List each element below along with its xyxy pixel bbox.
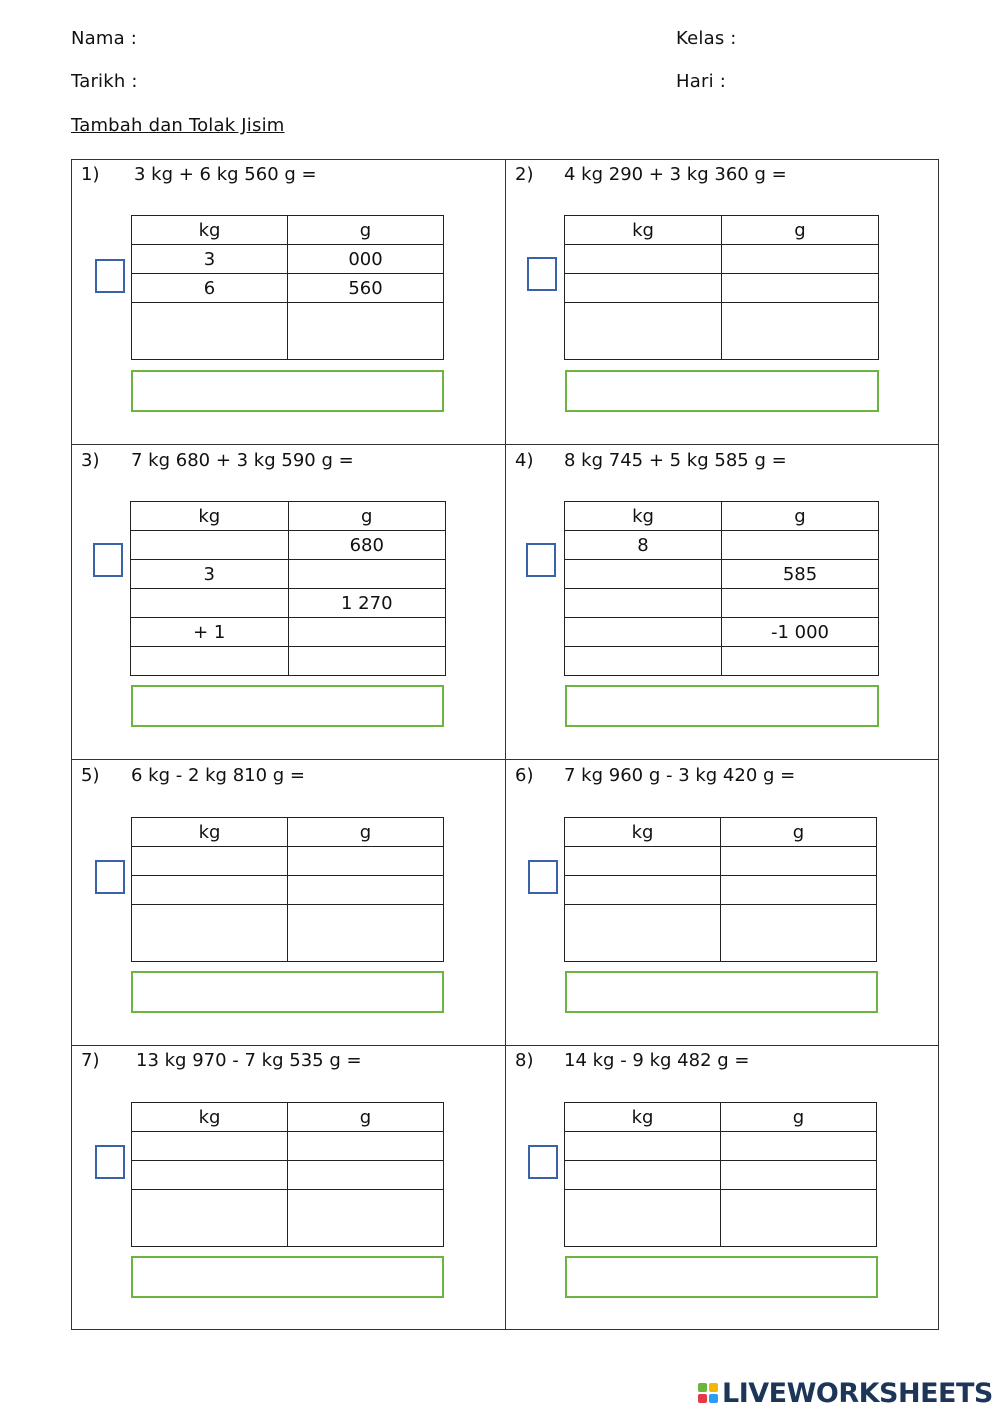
table-header-g: g xyxy=(288,502,446,531)
g-cell[interactable] xyxy=(721,905,877,962)
question-1-answer-box[interactable] xyxy=(95,259,125,293)
table-row xyxy=(565,647,879,676)
g-cell[interactable] xyxy=(288,618,446,647)
grid-divider-row-1 xyxy=(71,444,939,445)
kg-cell[interactable]: + 1 xyxy=(131,618,289,647)
kg-cell[interactable] xyxy=(565,1190,721,1247)
kg-cell[interactable] xyxy=(565,560,722,589)
kelas-label: Kelas : xyxy=(676,28,737,49)
table-header-kg: kg xyxy=(132,1103,288,1132)
table-row xyxy=(565,1190,877,1247)
question-3-result-input[interactable] xyxy=(131,685,444,727)
kg-cell[interactable] xyxy=(131,531,289,560)
table-header-kg: kg xyxy=(132,818,288,847)
question-8-kg-g-table xyxy=(564,1102,877,1247)
table-row xyxy=(132,245,444,274)
kg-cell[interactable] xyxy=(131,589,289,618)
question-5-result-input[interactable] xyxy=(131,971,444,1013)
table-header-g: g xyxy=(288,216,444,245)
question-2-kg-g-table xyxy=(564,215,879,360)
table-row xyxy=(565,847,877,876)
question-2-result-input[interactable] xyxy=(565,370,879,412)
kg-cell[interactable] xyxy=(132,847,288,876)
kg-cell[interactable] xyxy=(132,905,288,962)
table-row xyxy=(132,303,444,360)
table-row xyxy=(131,560,446,589)
g-cell[interactable] xyxy=(721,1190,877,1247)
logo-square-red xyxy=(698,1394,707,1403)
question-7-result-input[interactable] xyxy=(131,1256,444,1298)
grid-divider-row-2 xyxy=(71,759,939,760)
kg-cell[interactable] xyxy=(132,1132,288,1161)
kg-cell[interactable] xyxy=(131,647,289,676)
table-row xyxy=(131,647,446,676)
kg-cell[interactable]: 6 xyxy=(132,274,288,303)
grid-divider-vertical xyxy=(505,159,506,1330)
logo-square-blue xyxy=(709,1394,718,1403)
logo-square-green xyxy=(698,1383,707,1392)
kg-cell[interactable] xyxy=(132,1161,288,1190)
question-8-text: 14 kg - 9 kg 482 g = xyxy=(564,1050,750,1071)
table-header-g: g xyxy=(288,818,444,847)
question-8-result-input[interactable] xyxy=(565,1256,878,1298)
hari-label: Hari : xyxy=(676,71,726,92)
g-cell[interactable] xyxy=(288,847,444,876)
table-header-kg: kg xyxy=(132,216,288,245)
kg-cell[interactable] xyxy=(132,1190,288,1247)
table-row xyxy=(132,847,444,876)
table-row xyxy=(132,1132,444,1161)
table-header-g: g xyxy=(721,818,877,847)
g-cell[interactable]: 000 xyxy=(288,245,444,274)
g-cell[interactable]: 585 xyxy=(722,560,879,589)
table-row xyxy=(565,245,879,274)
question-4-text: 8 kg 745 + 5 kg 585 g = xyxy=(564,450,787,471)
g-cell[interactable] xyxy=(722,303,879,360)
g-cell[interactable] xyxy=(288,1132,444,1161)
logo-text: LIVEWORKSHEETS xyxy=(722,1377,993,1409)
g-cell[interactable] xyxy=(721,1132,877,1161)
table-header-kg: kg xyxy=(565,216,722,245)
question-4-result-input[interactable] xyxy=(565,685,879,727)
question-2-number: 2) xyxy=(515,164,534,185)
table-row xyxy=(131,531,446,560)
question-7-text: 13 kg 970 - 7 kg 535 g = xyxy=(136,1050,362,1071)
question-3-number: 3) xyxy=(81,450,100,471)
table-row xyxy=(565,905,877,962)
kg-cell[interactable] xyxy=(565,589,722,618)
question-2-answer-box[interactable] xyxy=(527,257,557,291)
question-1-number: 1) xyxy=(81,164,100,185)
table-header-kg: kg xyxy=(565,502,722,531)
table-header-g: g xyxy=(722,502,879,531)
table-row xyxy=(132,1190,444,1247)
table-row xyxy=(131,618,446,647)
table-row xyxy=(565,1161,877,1190)
kg-cell[interactable] xyxy=(565,274,722,303)
question-7-number: 7) xyxy=(81,1050,100,1071)
question-1-kg-g-table xyxy=(131,215,444,360)
table-header-g: g xyxy=(721,1103,877,1132)
g-cell[interactable] xyxy=(288,1190,444,1247)
g-cell[interactable]: 560 xyxy=(288,274,444,303)
question-5-text: 6 kg - 2 kg 810 g = xyxy=(131,765,306,786)
question-6-kg-g-table xyxy=(564,817,877,962)
question-5-kg-g-table xyxy=(131,817,444,962)
g-cell[interactable] xyxy=(288,905,444,962)
g-cell[interactable] xyxy=(721,847,877,876)
table-header-kg: kg xyxy=(131,502,289,531)
table-row xyxy=(132,274,444,303)
kg-cell[interactable] xyxy=(565,905,721,962)
table-row xyxy=(565,531,879,560)
question-4-kg-g-table xyxy=(564,501,879,676)
g-cell[interactable]: 1 270 xyxy=(288,589,446,618)
table-row xyxy=(565,1132,877,1161)
question-3-answer-box[interactable] xyxy=(93,543,123,577)
question-8-answer-box[interactable] xyxy=(528,1145,558,1179)
g-cell[interactable] xyxy=(288,876,444,905)
table-row xyxy=(565,876,877,905)
kg-cell[interactable] xyxy=(565,1132,721,1161)
kg-cell[interactable]: 3 xyxy=(132,245,288,274)
question-6-text: 7 kg 960 g - 3 kg 420 g = xyxy=(564,765,796,786)
question-1-text: 3 kg + 6 kg 560 g = xyxy=(134,164,317,185)
question-5-number: 5) xyxy=(81,765,100,786)
table-header-g: g xyxy=(722,216,879,245)
question-1-result-input[interactable] xyxy=(131,370,444,412)
question-7-kg-g-table xyxy=(131,1102,444,1247)
g-cell[interactable] xyxy=(288,303,444,360)
liveworksheets-logo xyxy=(698,1378,993,1408)
g-cell[interactable] xyxy=(288,560,446,589)
kg-cell[interactable]: 8 xyxy=(565,531,722,560)
table-row xyxy=(565,560,879,589)
table-row xyxy=(132,905,444,962)
g-cell[interactable] xyxy=(722,531,879,560)
kg-cell[interactable] xyxy=(565,618,722,647)
kg-cell[interactable] xyxy=(565,245,722,274)
liveworksheets-logo-icon xyxy=(698,1383,718,1403)
g-cell[interactable] xyxy=(722,245,879,274)
g-cell[interactable] xyxy=(722,647,879,676)
kg-cell[interactable] xyxy=(565,647,722,676)
kg-cell[interactable] xyxy=(132,303,288,360)
table-row xyxy=(132,1161,444,1190)
table-row xyxy=(132,876,444,905)
g-cell[interactable]: 680 xyxy=(288,531,446,560)
worksheet-title: Tambah dan Tolak Jisim xyxy=(71,115,285,136)
kg-cell[interactable] xyxy=(565,847,721,876)
question-3-kg-g-table xyxy=(130,501,446,676)
g-cell[interactable] xyxy=(721,876,877,905)
table-row xyxy=(565,303,879,360)
g-cell[interactable] xyxy=(721,1161,877,1190)
nama-label: Nama : xyxy=(71,28,138,49)
kg-cell[interactable] xyxy=(132,876,288,905)
question-6-number: 6) xyxy=(515,765,534,786)
question-6-answer-box[interactable] xyxy=(528,860,558,894)
question-8-number: 8) xyxy=(515,1050,534,1071)
grid-divider-row-3 xyxy=(71,1045,939,1046)
table-header-kg: kg xyxy=(565,818,721,847)
question-3-text: 7 kg 680 + 3 kg 590 g = xyxy=(131,450,354,471)
g-cell[interactable] xyxy=(288,1161,444,1190)
question-6-result-input[interactable] xyxy=(565,971,878,1013)
table-row xyxy=(565,589,879,618)
tarikh-label: Tarikh : xyxy=(71,71,138,92)
table-row xyxy=(565,274,879,303)
logo-square-yellow xyxy=(709,1383,718,1392)
kg-cell[interactable] xyxy=(565,1161,721,1190)
question-4-answer-box[interactable] xyxy=(526,543,556,577)
kg-cell[interactable] xyxy=(565,876,721,905)
g-cell[interactable] xyxy=(722,274,879,303)
question-5-answer-box[interactable] xyxy=(95,860,125,894)
g-cell[interactable] xyxy=(288,647,446,676)
question-7-answer-box[interactable] xyxy=(95,1145,125,1179)
table-row xyxy=(565,618,879,647)
table-row xyxy=(131,589,446,618)
question-2-text: 4 kg 290 + 3 kg 360 g = xyxy=(564,164,787,185)
table-header-g: g xyxy=(288,1103,444,1132)
g-cell[interactable]: -1 000 xyxy=(722,618,879,647)
table-header-kg: kg xyxy=(565,1103,721,1132)
question-4-number: 4) xyxy=(515,450,534,471)
kg-cell[interactable] xyxy=(565,303,722,360)
kg-cell[interactable]: 3 xyxy=(131,560,289,589)
g-cell[interactable] xyxy=(722,589,879,618)
